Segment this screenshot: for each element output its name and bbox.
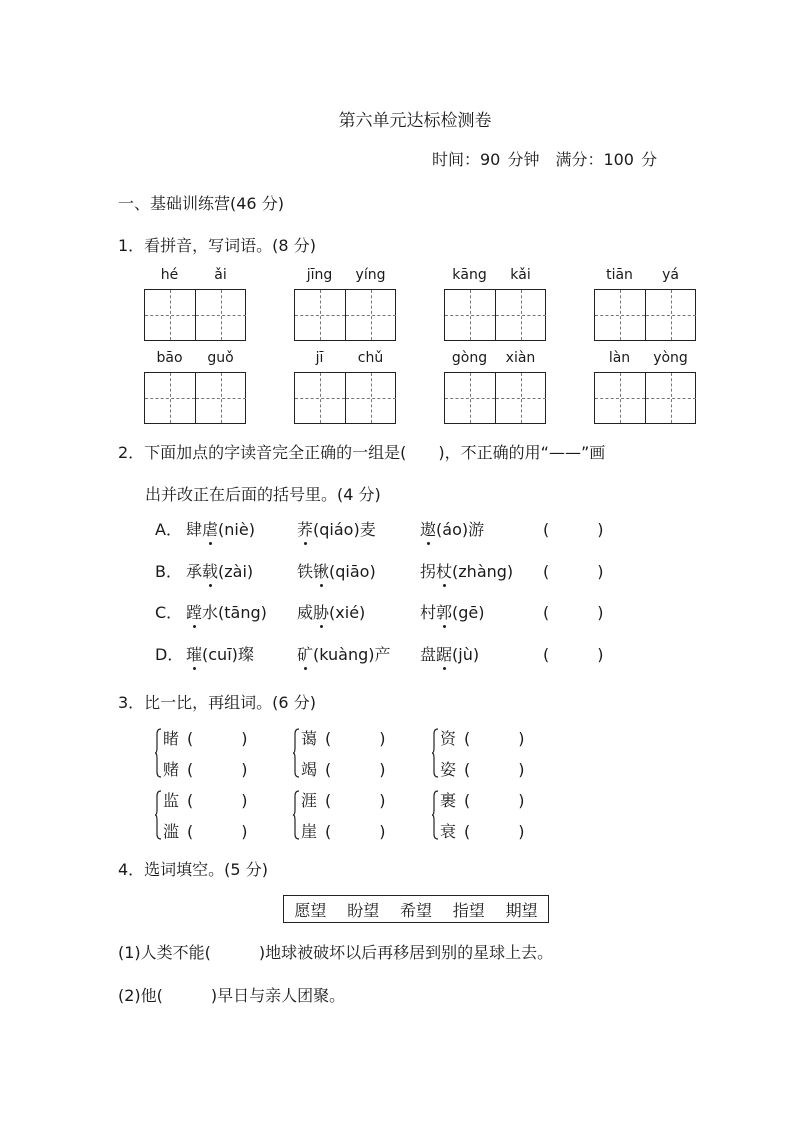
q1-title: 1．看拼音，写词语。(8 分) bbox=[118, 236, 316, 255]
option-label: A． bbox=[155, 520, 182, 539]
section-title: 一、基础训练营(46 分) bbox=[118, 194, 284, 213]
compare-char: 衰 bbox=[440, 822, 457, 841]
answer-blank[interactable]: ( ) bbox=[187, 791, 248, 810]
tian-grid-cell[interactable] bbox=[195, 290, 246, 340]
plain-char: 铁 bbox=[297, 562, 314, 581]
plain-char: 盘 bbox=[420, 645, 437, 664]
q3-title: 3．比一比，再组词。(6 分) bbox=[118, 693, 316, 712]
pinyin-syllable: kǎi bbox=[510, 267, 531, 283]
compare-row bbox=[440, 788, 525, 811]
compare-char: 睹 bbox=[163, 729, 180, 748]
page-title: 第六单元达标检测卷 bbox=[338, 111, 492, 131]
plain-char: 肆 bbox=[186, 520, 203, 539]
compare-char: 蔼 bbox=[301, 729, 318, 748]
writing-boxes[interactable] bbox=[144, 289, 246, 341]
answer-blank[interactable]: ( ) bbox=[325, 729, 386, 748]
pinyin-syllable: xiàn bbox=[505, 350, 536, 366]
option-label: B． bbox=[155, 562, 182, 581]
pinyin-note: (gē) bbox=[452, 603, 485, 622]
plain-char: 拐 bbox=[420, 562, 437, 581]
brace-icon bbox=[293, 790, 300, 840]
tian-grid-cell[interactable] bbox=[645, 290, 696, 340]
word-choice: 希望 bbox=[399, 900, 432, 920]
answer-blank[interactable]: ( ) bbox=[464, 760, 525, 779]
dotted-char: 锹 bbox=[313, 559, 329, 582]
exam-meta: 时间：90 分钟 满分：100 分 bbox=[432, 150, 658, 169]
word-choice: 愿望 bbox=[294, 900, 327, 920]
writing-boxes[interactable] bbox=[594, 372, 696, 424]
answer-parentheses[interactable]: ( ) bbox=[543, 520, 604, 539]
tian-grid-cell[interactable] bbox=[595, 290, 645, 340]
q4-title: 4．选词填空。(5 分) bbox=[118, 860, 268, 879]
compare-row bbox=[301, 788, 386, 811]
tian-grid-cell[interactable] bbox=[145, 290, 195, 340]
compare-row bbox=[163, 819, 248, 842]
compare-char: 滥 bbox=[163, 822, 180, 841]
pinyin-note: (zài) bbox=[218, 562, 254, 581]
pinyin-note: (niè) bbox=[218, 520, 255, 539]
writing-boxes[interactable] bbox=[444, 289, 546, 341]
tian-grid-cell[interactable] bbox=[445, 290, 495, 340]
plain-char: 威 bbox=[297, 603, 314, 622]
option-word bbox=[297, 600, 365, 623]
compare-row bbox=[301, 819, 386, 842]
compare-char: 赌 bbox=[163, 760, 180, 779]
compare-row bbox=[163, 757, 248, 780]
writing-boxes[interactable] bbox=[444, 372, 546, 424]
pinyin-syllable: bāo bbox=[156, 350, 183, 366]
answer-blank[interactable]: ( ) bbox=[464, 822, 525, 841]
q2-line2: 出并改正在后面的括号里。(4 分) bbox=[145, 485, 381, 504]
compare-char: 涯 bbox=[301, 791, 318, 810]
pinyin-note: 水(tāng) bbox=[202, 603, 267, 622]
pinyin-syllable: gòng bbox=[451, 350, 488, 366]
word-choice: 盼望 bbox=[347, 900, 380, 920]
plain-char: 承 bbox=[186, 562, 203, 581]
pinyin-syllable: yòng bbox=[653, 350, 688, 366]
option-word bbox=[186, 517, 255, 540]
option-word bbox=[420, 642, 479, 665]
answer-blank[interactable]: ( ) bbox=[464, 791, 525, 810]
tian-grid-cell[interactable] bbox=[345, 373, 396, 423]
dotted-char: 杖 bbox=[436, 559, 452, 582]
pinyin-syllable: jīng bbox=[306, 267, 333, 283]
plain-char: 村 bbox=[420, 603, 437, 622]
option-word bbox=[186, 600, 267, 623]
compare-char: 裹 bbox=[440, 791, 457, 810]
pinyin-note: (áo)游 bbox=[436, 520, 485, 539]
pinyin-note: (zhàng) bbox=[452, 562, 514, 581]
tian-grid-cell[interactable] bbox=[145, 373, 195, 423]
tian-grid-cell[interactable] bbox=[295, 373, 345, 423]
brace-icon bbox=[155, 728, 162, 778]
word-choice: 指望 bbox=[452, 900, 485, 920]
option-word bbox=[297, 642, 391, 665]
tian-grid-cell[interactable] bbox=[345, 290, 396, 340]
compare-row bbox=[440, 819, 525, 842]
dotted-char: 郭 bbox=[436, 600, 452, 623]
dotted-char: 矿 bbox=[297, 642, 313, 665]
compare-row bbox=[163, 788, 248, 811]
answer-blank[interactable]: ( ) bbox=[325, 822, 386, 841]
pinyin-syllable: tiān bbox=[606, 267, 633, 283]
answer-blank[interactable]: ( ) bbox=[187, 729, 248, 748]
compare-row bbox=[440, 757, 525, 780]
q4-sentence-1: (1)人类不能( )地球被破坏以后再移居到别的星球上去。 bbox=[118, 943, 554, 962]
writing-boxes[interactable] bbox=[294, 372, 396, 424]
brace-icon bbox=[432, 790, 439, 840]
answer-blank[interactable]: ( ) bbox=[325, 760, 386, 779]
compare-char: 监 bbox=[163, 791, 180, 810]
answer-parentheses[interactable]: ( ) bbox=[543, 603, 604, 622]
answer-blank[interactable]: ( ) bbox=[464, 729, 525, 748]
brace-icon bbox=[155, 790, 162, 840]
pinyin-note: (qiáo)麦 bbox=[313, 520, 376, 539]
compare-row bbox=[301, 726, 386, 749]
option-word bbox=[186, 642, 254, 665]
tian-grid-cell[interactable] bbox=[195, 373, 246, 423]
pinyin-note: (qiāo) bbox=[329, 562, 376, 581]
dotted-char: 遨 bbox=[420, 517, 436, 540]
pinyin-syllable: hé bbox=[160, 267, 179, 283]
tian-grid-cell[interactable] bbox=[495, 373, 546, 423]
pinyin-syllable: ǎi bbox=[214, 267, 227, 283]
dotted-char: 荞 bbox=[297, 517, 313, 540]
word-choice: 期望 bbox=[505, 900, 538, 920]
tian-grid-cell[interactable] bbox=[595, 373, 645, 423]
option-word bbox=[186, 559, 253, 582]
option-word bbox=[420, 559, 513, 582]
dotted-char: 载 bbox=[202, 559, 218, 582]
brace-icon bbox=[293, 728, 300, 778]
compare-char: 竭 bbox=[301, 760, 318, 779]
brace-icon bbox=[432, 728, 439, 778]
pinyin-syllable: yá bbox=[662, 267, 679, 283]
compare-row bbox=[440, 726, 525, 749]
writing-boxes[interactable] bbox=[294, 289, 396, 341]
answer-parentheses[interactable]: ( ) bbox=[543, 645, 604, 664]
compare-char: 姿 bbox=[440, 760, 457, 779]
pinyin-syllable: jī bbox=[315, 350, 324, 366]
pinyin-syllable: chǔ bbox=[357, 350, 384, 366]
pinyin-note: (cuī)璨 bbox=[202, 645, 254, 664]
answer-blank[interactable]: ( ) bbox=[187, 760, 248, 779]
compare-row bbox=[301, 757, 386, 780]
compare-row bbox=[163, 726, 248, 749]
dotted-char: 蹚 bbox=[186, 600, 202, 623]
option-word bbox=[297, 517, 376, 540]
compare-char: 崖 bbox=[301, 822, 318, 841]
dotted-char: 璀 bbox=[186, 642, 202, 665]
word-choice-box bbox=[283, 895, 549, 923]
pinyin-syllable: guǒ bbox=[207, 350, 234, 366]
pinyin-note: (kuàng)产 bbox=[313, 645, 391, 664]
writing-boxes[interactable] bbox=[144, 372, 246, 424]
q2-line1: 2．下面加点的字读音完全正确的一组是( )，不正确的用“——”画 bbox=[118, 443, 606, 462]
pinyin-note: (jù) bbox=[452, 645, 480, 664]
pinyin-syllable: yíng bbox=[355, 267, 386, 283]
option-word bbox=[420, 517, 484, 540]
option-label: D． bbox=[155, 645, 184, 664]
pinyin-note: (xié) bbox=[329, 603, 366, 622]
q4-sentence-2: (2)他( )早日与亲人团聚。 bbox=[118, 986, 346, 1005]
pinyin-syllable: kāng bbox=[452, 267, 487, 283]
answer-blank[interactable]: ( ) bbox=[325, 791, 386, 810]
option-word bbox=[297, 559, 376, 582]
answer-parentheses[interactable]: ( ) bbox=[543, 562, 604, 581]
tian-grid-cell[interactable] bbox=[495, 290, 546, 340]
tian-grid-cell[interactable] bbox=[295, 290, 345, 340]
option-label: C． bbox=[155, 603, 183, 622]
tian-grid-cell[interactable] bbox=[445, 373, 495, 423]
writing-boxes[interactable] bbox=[594, 289, 696, 341]
dotted-char: 踞 bbox=[436, 642, 452, 665]
answer-blank[interactable]: ( ) bbox=[187, 822, 248, 841]
option-word bbox=[420, 600, 485, 623]
dotted-char: 虐 bbox=[202, 517, 218, 540]
compare-char: 资 bbox=[440, 729, 457, 748]
tian-grid-cell[interactable] bbox=[645, 373, 696, 423]
dotted-char: 胁 bbox=[313, 600, 329, 623]
pinyin-syllable: làn bbox=[608, 350, 631, 366]
